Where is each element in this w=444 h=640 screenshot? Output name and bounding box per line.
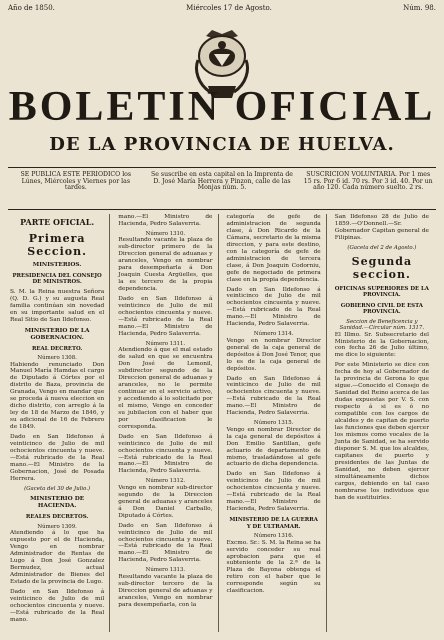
paragraph: categoría de gefe de administracion de segunda clase, á Don Ricardo de la Cámara, secretario de la misma direccion, y para este destino, con la categoría de gefe de administracion de tercera clase, á Don Joaquin Codorniu, gefe de negociado de primera clase en la propia dependencia. (226, 214, 321, 283)
paragraph: Atendiendo á lo que ha expuesto por el de Hacienda, Vengo en nombrar Administrador de Rentas de Lugo á Don José Gonzalez Bermudez, actual Administrador de Bienes del Estado de la provincia de Lugo. (10, 530, 105, 585)
paragraph: Dado en San Ildefonso á veinticinco de Julio de mil ochocientos cincuenta y nueve.—Está rubricado de la Real mano.—El Ministro de Hacienda, Pedro Salaverria. (118, 522, 213, 564)
heading-4: REAL DECRETO. (31, 345, 83, 352)
column-four (335, 214, 434, 632)
issue-label: Núm. 98. (403, 4, 436, 12)
subscription-location: Se suscribe en esta capital en la Imprenta de D. José María Herrera y Pinzon, calle de las Monjas núm. 5. (151, 171, 293, 191)
year-label: Año de 1850. (8, 4, 55, 12)
column-two (118, 214, 218, 632)
date-label: Miércoles 17 de Agosto. (186, 4, 272, 12)
paragraph: Resultando vacante la plaza de sub-director primero de la Direccion general de aduanas y aranceles, Vengo en nombrar para desempeñarla á Don Joaquin Cuesta Argüelles, que la es tercero de la propia dependencia. (118, 237, 213, 293)
paragraph: Por este Ministerio se dice con fecha de hoy al Gobernador de la provincia de Gerona lo que sigue.—Conocido el Consejo de Sanidad del Reino acerca de las dudas expuestas por V. S. con respecto á si es ó no compatible con los cargos de alcaldes y de capitan de puerto las funciones que deben ejercer los mismos como vocales de la Junta de Sanidad, se ha servido disponer S. M. que los alcaldes, capitanes de puerto y presidentes de las Juntas de Sanidad, no deben ejercer simultáneamente dichos cargos, debiendo en tal caso nombrarse los individuos que han de sustituirles. (334, 362, 429, 501)
circular-label: Seccion de Beneficencia y Sanidad.—Circular núm. 1317. (339, 318, 425, 332)
heading-ministry-war: MINISTERIO DE LA GUERRA Y DE ULTRAMAR. (229, 517, 318, 530)
heading-offices: OFICINAS SUPERIORES DE LA PROVINCIA. (334, 285, 429, 299)
heading-6: REALES DECRETOS. (25, 514, 89, 521)
heading-5: MINISTERIO DE HACIENDA. (30, 496, 85, 510)
number-label: Número 1316. (253, 533, 294, 540)
heading-1: MINISTERIOS. (32, 261, 82, 268)
paragraph: Dado en San Ildefonso á veinticinco de Julio de mil ochocientos cincuenta y nueve.—Está rubricado de la Real mano.—El Ministro de la Gobernacion, José de Posada Herrera. (10, 434, 105, 482)
masthead-strip (8, 4, 436, 16)
article-columns (10, 214, 434, 632)
paragraph: San Ildefonso 28 de Julio de 1859.—O'Donnell.—Sr. Gobernador Capitan general de Filipinas. (334, 214, 429, 241)
paragraph: Dado en San Ildefonso á veinticinco de Julio de mil ochocientos cincuenta y nueve.—Está rubricado de la Real mano.—El Ministro de Hacienda, Pedro Salaverria. (226, 286, 321, 328)
number-label: Número 1312. (145, 478, 186, 485)
heading-2: PRESIDENCIA DEL CONSEJO DE MINISTROS. (12, 272, 102, 286)
number-label: Número 1308. (37, 355, 77, 362)
paragraph: Vengo en nombrar Director general de la caja general de depósitos á Don José Tenor, que lo es de la caja general de depósitos. (226, 337, 321, 372)
paragraph: Dado en San Ildefonso á veinticinco de Julio de mil ochocientos cincuenta y nueve.—Está rubricado de la Real mano. (10, 588, 105, 623)
paragraph: Resultando vacante la plaza de sub-director tercero de la Direccion general de aduanas y aranceles, Vengo en nombrar para desempeñarla, con la (118, 573, 213, 608)
heading-7: Número 1309. (37, 523, 77, 530)
paragraph: Atendiendo á que el mal estado de salud en que se encuentra Don José de Lemonil, subdirector segundo de la Direccion general de aduanas y aranceles, no le permite continuar en el servicio activo, y accediendo á lo solicitado por el mismo, Vengo en conceder su jubilacion con el haber que por clasificacion le corresponda. (118, 347, 213, 430)
subsection-title: Segunda seccion. (351, 255, 413, 282)
header-separator (8, 167, 436, 168)
newspaper-subtitle: DE LA PROVINCIA DE HUELVA. (49, 134, 395, 155)
paragraph: Dado en San Ildefonso á veinticinco de Julio de mil ochocientos cincuenta y nueve.—Está rubricado de la Real mano.—El Ministro de Hacienda, Pedro Salaverria. (118, 433, 213, 475)
paragraph: mano.—El Ministro de Hacienda, Pedro Salaverria. (118, 214, 213, 227)
number-label: Número 1313. (145, 567, 186, 574)
gazette-note: (Gaceta del 2 de Agosto.) (347, 244, 417, 251)
subsection-title: Primera Seccion. (27, 231, 87, 258)
subscription-info (10, 172, 434, 206)
gazette-note: (Gaceta del 30 de Julio.) (24, 485, 91, 492)
pricing-info: SUSCRICION VOLUNTARIA. Por 1 mes 15 rs. Por 6 id. 70 rs. Por 3 id. 40. Por un año 120. Cada número suelto. 2 rs. (303, 171, 433, 191)
column-one (10, 214, 110, 632)
number-label: Número 1310. (145, 230, 186, 237)
paragraph: Vengo en nombrar sub-director segundo de la Direccion general de aduanas y aranceles á Don Daniel Carballo, Diputado á Córtes. (118, 484, 213, 519)
column-three (227, 214, 327, 632)
number-label: Número 1314. (253, 331, 294, 338)
paragraph: S. M. la Reina nuestra Señora (Q. D. G.) y su augusta Real familia continúan sin novedad en su importante salud en el Real Sitio de San Ildefonso. (10, 288, 105, 323)
paragraph: Habiendo renunciado Don Manuel María Hamdas el cargo de Diputado á Córtes por el distrito de Baza, provincia de Granada, Vengo en mandar que se proceda á nueva eleccion en dicho distrito, con arreglo á la ley de 18 de Marzo de 1846, y su adicional de 16 de Febrero de 1849. (10, 361, 105, 431)
number-label: Número 1315. (253, 420, 294, 427)
newspaper-title: BOLETIN OFICIAL (8, 84, 436, 130)
section-title: PARTE OFICIAL. (20, 217, 95, 227)
paragraph: El Illmo. Sr. Subsecretario del Ministerio de la Gobernacion, con fecha 26 de Julio último, me dice lo siguiente: (334, 331, 429, 359)
paragraph: Dado en San Ildefonso á veinticinco de Julio de mil ochocientos cincuenta y nueve.—Está rubricado de la Real mano.—El Ministro de Hacienda, Pedro Salaverria. (118, 296, 213, 337)
content-separator (8, 209, 436, 210)
heading-3: MINISTERIO DE LA GOBERNACION. (24, 327, 90, 341)
publication-info: SE PUBLICA ESTE PERIODICO los Lúnes, Miércoles y Viernes por las tardes. (20, 171, 132, 191)
paragraph: Dado en San Ildefonso á veinticinco de Julio de mil ochocientos cincuenta y nueve.—Está rubricado de la Real mano.—El Ministro de Hacienda, Pedro Salaverria. (226, 375, 321, 417)
paragraph: Excmo. Sr.: S. M. la Reina se ha servido conceder su real aprobacion para que el subteniente de la 2.ª de la Plaza de Bayona obtenga el retiro con el haber que le corresponde según su clasificacion. (226, 539, 321, 595)
paragraph: Dado en San Ildefonso á veinticinco de Julio de mil ochocientos cincuenta y nueve.—Está rubricado de la Real mano.—El Ministro de Hacienda, Pedro Salaverria. (226, 471, 321, 513)
number-label: Número 1311. (145, 340, 186, 347)
paragraph: Vengo en nombrar Director de la caja general de depósitos á Don Emilio Santillan, gefe actuario de departamento de mismo, trasladándose al gefe actuario de dicha dependencia. (226, 426, 321, 468)
heading-government: GOBIERNO CIVIL DE ESTA PROVINCIA. (340, 302, 423, 316)
